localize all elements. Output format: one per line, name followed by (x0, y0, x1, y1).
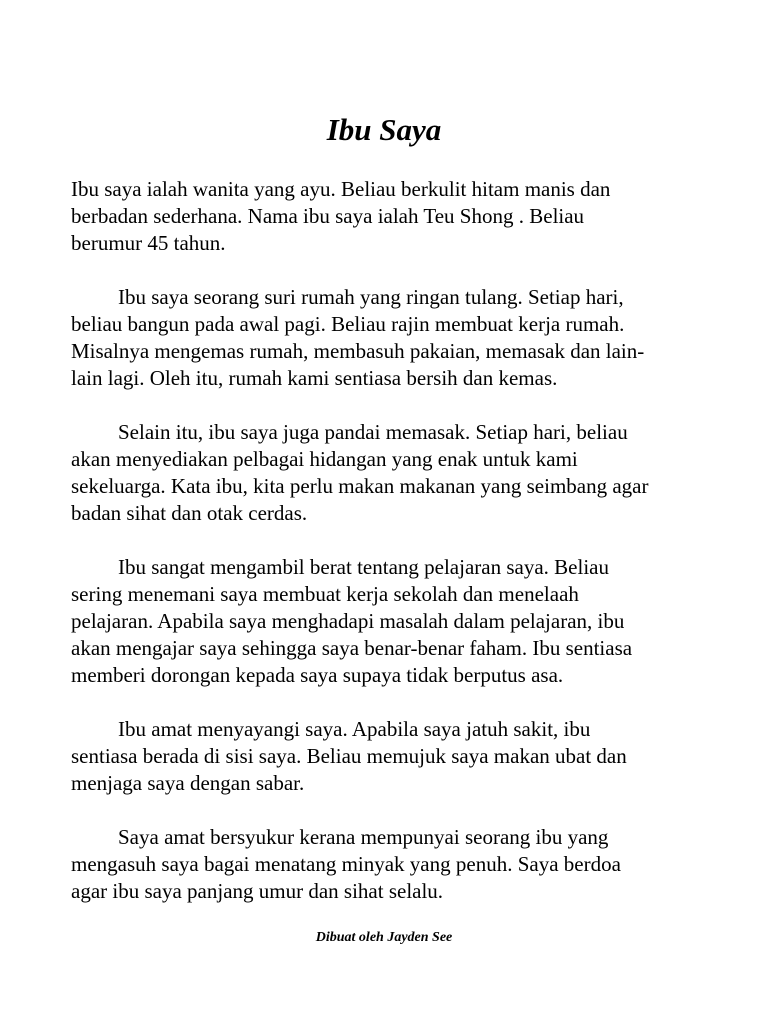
paragraph-line: akan menyediakan pelbagai hidangan yang enak untuk kami (71, 447, 578, 471)
paragraph-line: sering menemani saya membuat kerja sekolah dan menelaah (71, 582, 579, 606)
paragraph-line: Saya amat bersyukur kerana mempunyai seorang ibu yang (118, 825, 609, 849)
paragraph-line: menjaga saya dengan sabar. (71, 771, 305, 795)
paragraph-line: Ibu saya seorang suri rumah yang ringan tulang. Setiap hari, (118, 285, 624, 309)
paragraph-line: Selain itu, ibu saya juga pandai memasak. Setiap hari, beliau (118, 420, 628, 444)
paragraph-line: lain lagi. Oleh itu, rumah kami sentiasa bersih dan kemas. (71, 366, 558, 390)
paragraph-line: pelajaran. Apabila saya menghadapi masalah dalam pelajaran, ibu (71, 609, 625, 633)
paragraph-line: mengasuh saya bagai menatang minyak yang penuh. Saya berdoa (71, 852, 621, 876)
paragraph-line: sentiasa berada di sisi saya. Beliau memujuk saya makan ubat dan (71, 744, 627, 768)
paragraph-line: Ibu saya ialah wanita yang ayu. Beliau berkulit hitam manis dan (71, 177, 611, 201)
paragraph-line: memberi dorongan kepada saya supaya tidak berputus asa. (71, 663, 564, 687)
paragraph-1 (71, 176, 697, 257)
paragraph-3 (71, 419, 697, 527)
paragraph-4 (71, 554, 697, 689)
paragraph-line: berumur 45 tahun. (71, 231, 226, 255)
paragraph-line: badan sihat dan otak cerdas. (71, 501, 308, 525)
page-title: Ibu Saya (326, 112, 442, 147)
paragraph-6 (71, 824, 697, 905)
paragraph-line: agar ibu saya panjang umur dan sihat selalu. (71, 879, 444, 903)
paragraph-5 (71, 716, 697, 797)
paragraph-line: sekeluarga. Kata ibu, kita perlu makan makanan yang seimbang agar (71, 474, 649, 498)
paragraph-line: Misalnya mengemas rumah, membasuh pakaian, memasak dan lain- (71, 339, 645, 363)
paragraph-line: beliau bangun pada awal pagi. Beliau rajin membuat kerja rumah. (71, 312, 625, 336)
paragraph-line: berbadan sederhana. Nama ibu saya ialah Teu Shong . Beliau (71, 204, 585, 228)
paragraph-line: akan mengajar saya sehingga saya benar-benar faham. Ibu sentiasa (71, 636, 633, 660)
paragraph-2 (71, 284, 697, 392)
paragraph-line: Ibu amat menyayangi saya. Apabila saya jatuh sakit, ibu (118, 717, 591, 741)
author-signature: Dibuat oleh Jayden See (315, 930, 453, 945)
essay-body (71, 176, 697, 932)
paragraph-line: Ibu sangat mengambil berat tentang pelajaran saya. Beliau (118, 555, 609, 579)
